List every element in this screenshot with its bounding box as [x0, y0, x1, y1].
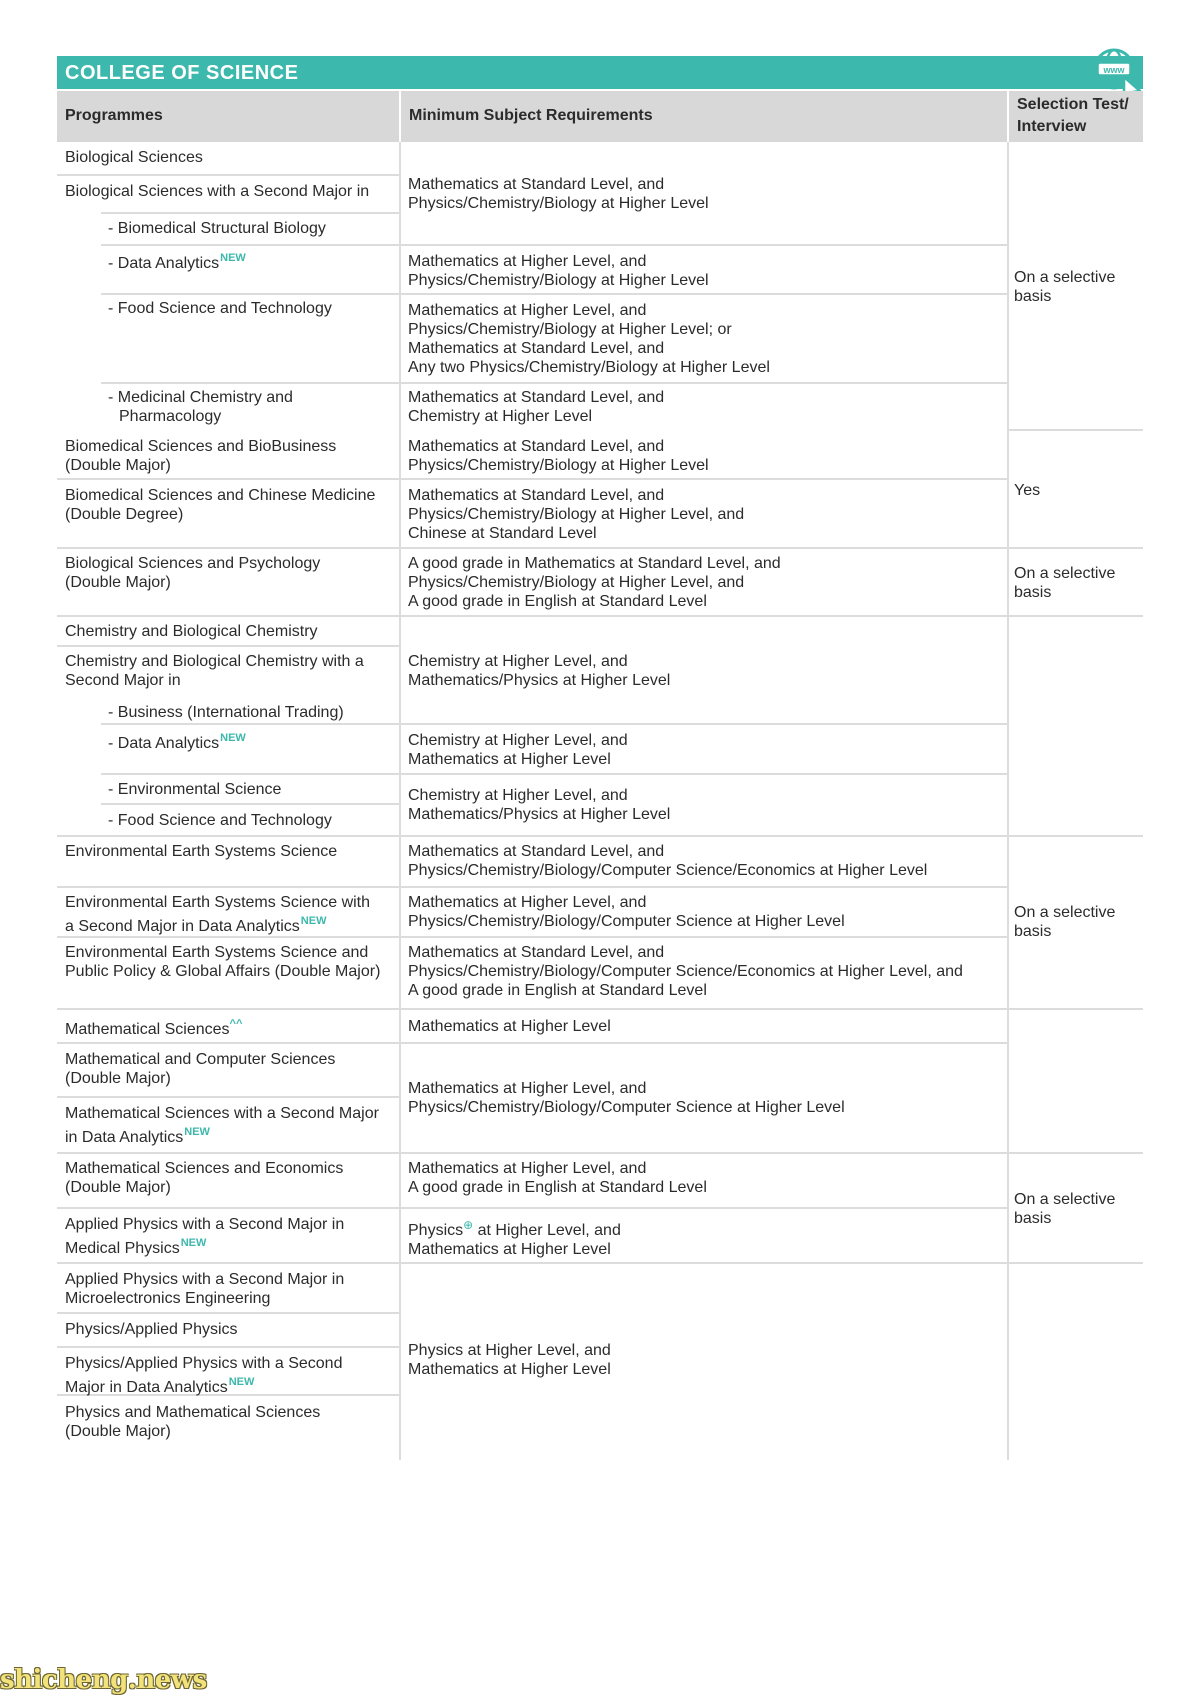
programme-name: - Business (International Trading) [108, 704, 344, 721]
programme-name: Physics/Applied Physics with a Second [65, 1355, 343, 1372]
programme-name-cont: (Double Major) [65, 1070, 171, 1087]
row-divider [57, 1152, 399, 1154]
requirement-cell [408, 1017, 611, 1036]
requirement-cell [408, 943, 963, 1000]
requirement-cell [408, 652, 670, 690]
programme-cell [65, 1215, 344, 1258]
requirement-line: Physics/Chemistry/Biology/Computer Science at Higher Level [408, 1099, 845, 1116]
selection-text: Yes [1014, 482, 1041, 499]
row-divider [401, 615, 1007, 617]
requirement-line: Physics/Chemistry/Biology at Higher Level; or [408, 321, 732, 338]
requirement-line: Chemistry at Higher Level, and [408, 653, 628, 670]
programme-cell [108, 703, 344, 722]
row-divider [1009, 547, 1143, 549]
programme-name: - Food Science and Technology [108, 300, 332, 317]
requirement-line: Physics/Chemistry/Biology/Computer Science/Economics at Higher Level, and [408, 963, 963, 980]
circled-plus-mark: ⊕ [463, 1218, 474, 1232]
requirement-line: Mathematics at Higher Level, and [408, 894, 647, 911]
row-divider [57, 936, 399, 938]
requirement-line: Mathematics at Higher Level [408, 751, 611, 768]
programme-cell [108, 299, 332, 318]
requirement-line: Physics/Chemistry/Biology at Higher Level [408, 195, 709, 212]
header-requirements [401, 91, 1007, 142]
row-divider [57, 886, 399, 888]
programme-cell [108, 811, 332, 830]
site-watermark: shicheng.news [0, 1665, 207, 1695]
header-selection-line2: Interview [1017, 118, 1087, 135]
programme-name: - Food Science and Technology [108, 812, 332, 829]
requirement-line: at Higher Level, and [473, 1222, 621, 1239]
requirement-cell [408, 893, 845, 931]
row-divider [57, 1312, 399, 1314]
programme-cell [65, 1320, 238, 1339]
row-divider [57, 615, 399, 617]
header-selection [1009, 91, 1143, 142]
row-divider [101, 773, 399, 775]
programme-cell [65, 893, 370, 936]
row-divider [1009, 835, 1143, 837]
requirement-cell [408, 1216, 621, 1259]
requirement-line: Mathematics at Standard Level, and [408, 843, 665, 860]
requirement-line: Physics/Chemistry/Biology at Higher Level, and [408, 574, 745, 591]
programme-cell [65, 1270, 344, 1308]
programme-cell [65, 943, 380, 981]
requirement-line: Any two Physics/Chemistry/Biology at Higher Level [408, 359, 770, 376]
selection-cell [1014, 903, 1115, 941]
requirement-line: Mathematics at Higher Level, and [408, 1160, 647, 1177]
row-divider [401, 1152, 1007, 1154]
programme-name: - Environmental Science [108, 781, 282, 798]
requirement-line: Mathematics at Higher Level [408, 1361, 611, 1378]
programme-name: Biomedical Sciences and Chinese Medicine [65, 487, 376, 504]
programme-name: Mathematical and Computer Sciences [65, 1051, 336, 1068]
row-divider [57, 1346, 399, 1348]
row-divider [101, 293, 399, 295]
new-badge: NEW [180, 1237, 207, 1249]
new-badge: NEW [228, 1376, 255, 1388]
header-programmes-label: Programmes [65, 107, 163, 124]
requirement-line: Mathematics/Physics at Higher Level [408, 806, 671, 823]
programme-cell [108, 249, 246, 273]
requirement-line: Chemistry at Higher Level [408, 408, 593, 425]
programme-cell [65, 554, 320, 592]
header-programmes [57, 91, 399, 142]
programme-name-cont: Microelectronics Engineering [65, 1290, 271, 1307]
selection-cell [1014, 564, 1115, 602]
requirement-cell [408, 786, 670, 824]
programme-cell [65, 1050, 335, 1088]
programme-cell [65, 486, 375, 524]
row-divider [401, 936, 1007, 938]
requirement-line: Physics/Chemistry/Biology/Computer Science/Economics at Higher Level [408, 862, 928, 879]
requirement-line: Chemistry at Higher Level, and [408, 787, 628, 804]
programme-name: Applied Physics with a Second Major in [65, 1271, 345, 1288]
requirement-line: Physics/Chemistry/Biology at Higher Level [408, 457, 709, 474]
requirement-cell [408, 486, 744, 543]
requirement-line: A good grade in English at Standard Level [408, 982, 707, 999]
row-divider [57, 1042, 399, 1044]
requirement-line: Mathematics at Higher Level, and [408, 253, 647, 270]
row-divider [401, 1262, 1007, 1264]
requirement-line: Physics/Chemistry/Biology/Computer Science at Higher Level [408, 913, 845, 930]
programme-name: - Biomedical Structural Biology [108, 220, 326, 237]
row-divider [1009, 429, 1143, 431]
programme-cell [108, 219, 326, 238]
programme-name-cont: (Double Major) [65, 1423, 171, 1440]
programme-name: - Data Analytics [108, 255, 220, 272]
programme-cell [65, 622, 318, 641]
requirement-line: Physics at Higher Level, and [408, 1342, 611, 1359]
double-caret-mark: ^^ [229, 1018, 243, 1030]
requirement-line: Mathematics at Higher Level, and [408, 1080, 647, 1097]
row-divider [1009, 615, 1143, 617]
programme-name: Chemistry and Biological Chemistry with a [65, 653, 364, 670]
row-divider [57, 835, 399, 837]
programme-name: - Data Analytics [108, 735, 220, 752]
requirement-line: Chinese at Standard Level [408, 525, 597, 542]
requirement-cell [408, 437, 709, 475]
programme-name: Mathematical Sciences [65, 1021, 230, 1038]
row-divider [101, 212, 399, 214]
row-divider [1009, 1262, 1143, 1264]
requirement-cell [408, 301, 770, 377]
programme-name: Physics/Applied Physics [65, 1321, 238, 1338]
selection-cell [1014, 268, 1115, 306]
selection-cell [1014, 481, 1040, 500]
requirement-cell [408, 252, 709, 290]
programme-name-cont: in Data Analytics [65, 1129, 184, 1146]
requirement-line: Chemistry at Higher Level, and [408, 732, 628, 749]
programme-name: Biomedical Sciences and BioBusiness [65, 438, 337, 455]
row-divider [57, 1207, 399, 1209]
requirement-cell [408, 1159, 707, 1197]
new-badge: NEW [220, 732, 246, 744]
requirement-line: Mathematics at Higher Level, and [408, 302, 647, 319]
requirement-line: Mathematics at Standard Level, and [408, 438, 665, 455]
programme-name: Mathematical Sciences and Economics [65, 1160, 344, 1177]
row-divider [401, 1207, 1007, 1209]
row-divider [101, 803, 399, 805]
requirement-cell [408, 842, 927, 880]
programme-cell [65, 1403, 320, 1441]
requirement-line: Mathematics at Standard Level, and [408, 487, 665, 504]
requirement-cell [408, 1079, 845, 1117]
row-divider [101, 723, 399, 725]
selection-cell [1014, 1190, 1115, 1228]
requirement-line: Mathematics at Higher Level [408, 1241, 611, 1258]
row-divider [401, 478, 1007, 480]
row-divider [401, 773, 1007, 775]
programme-cell [108, 388, 293, 426]
programme-cell [65, 182, 369, 201]
row-divider [401, 835, 1007, 837]
programme-name-cont: (Double Major) [65, 457, 171, 474]
programme-cell [65, 1159, 343, 1197]
selection-text: On a selective [1014, 904, 1116, 921]
programme-name: - Medicinal Chemistry and [108, 389, 293, 406]
programme-cell [108, 780, 281, 799]
programme-name-cont: Medical Physics [65, 1240, 180, 1257]
row-divider [401, 382, 1007, 384]
new-badge: NEW [184, 1126, 210, 1138]
requirement-cell [408, 554, 781, 611]
college-banner [57, 56, 1143, 89]
row-divider [57, 478, 399, 480]
requirement-line: Mathematics at Standard Level, and [408, 944, 665, 961]
selection-text: On a selective [1014, 1191, 1116, 1208]
row-divider [57, 174, 399, 176]
programme-cell [65, 842, 337, 861]
programme-cell [108, 729, 246, 753]
programme-cell [65, 437, 336, 475]
row-divider [401, 1042, 1007, 1044]
row-divider [401, 547, 1007, 549]
requirement-line: A good grade in English at Standard Level [408, 593, 707, 610]
selection-text: On a selective [1014, 269, 1116, 286]
requirement-line: Physics [408, 1222, 464, 1239]
row-divider [401, 293, 1007, 295]
programme-name: Physics and Mathematical Sciences [65, 1404, 321, 1421]
row-divider [1009, 1008, 1143, 1010]
row-divider [1009, 1152, 1143, 1154]
programme-name-cont: (Double Major) [65, 1179, 171, 1196]
programme-cell [65, 1015, 242, 1039]
programme-name-cont: Major in Data Analytics [65, 1379, 228, 1396]
row-divider [57, 1096, 399, 1098]
new-badge: NEW [300, 915, 327, 927]
row-divider [101, 382, 399, 384]
row-divider [57, 1262, 399, 1264]
programme-name-cont: a Second Major in Data Analytics [65, 918, 300, 935]
programme-name: Environmental Earth Systems Science [65, 843, 338, 860]
row-divider [57, 645, 399, 647]
programme-cell [65, 148, 203, 167]
programme-name: Biological Sciences [65, 149, 203, 166]
selection-text: basis [1014, 584, 1052, 601]
requirement-cell [408, 175, 709, 213]
header-selection-line1: Selection Test/ [1017, 96, 1129, 113]
row-divider [401, 244, 1007, 246]
row-divider [57, 1008, 399, 1010]
svg-text:www: www [1103, 65, 1125, 75]
programme-name-cont: Second Major in [65, 672, 181, 689]
programme-name: Mathematical Sciences with a Second Major [65, 1105, 379, 1122]
header-requirements-label: Minimum Subject Requirements [409, 107, 653, 124]
selection-text: basis [1014, 288, 1052, 305]
programme-name-cont: (Double Degree) [65, 506, 184, 523]
programme-name: Biological Sciences with a Second Major in [65, 183, 370, 200]
row-divider [57, 547, 399, 549]
selection-text: basis [1014, 923, 1052, 940]
programme-name: Chemistry and Biological Chemistry [65, 623, 318, 640]
selection-text: basis [1014, 1210, 1052, 1227]
programme-name: Biological Sciences and Psychology [65, 555, 321, 572]
programme-cell [65, 1104, 379, 1147]
programme-name: Applied Physics with a Second Major in [65, 1216, 345, 1233]
requirement-line: Mathematics at Standard Level, and [408, 340, 665, 357]
requirement-line: Physics/Chemistry/Biology at Higher Level [408, 272, 709, 289]
row-divider [101, 244, 399, 246]
page-title: COLLEGE OF SCIENCE [65, 62, 299, 84]
programme-cell [65, 1354, 342, 1397]
row-divider [401, 1008, 1007, 1010]
row-divider [401, 723, 1007, 725]
programme-name: Environmental Earth Systems Science with [65, 894, 371, 911]
programme-name-cont: (Double Major) [65, 574, 171, 591]
requirement-cell [408, 731, 628, 769]
requirement-line: Mathematics at Standard Level, and [408, 389, 665, 406]
new-badge: NEW [220, 252, 246, 264]
programme-name-cont: Public Policy & Global Affairs (Double Major) [65, 963, 381, 980]
requirement-line: Mathematics/Physics at Higher Level [408, 672, 671, 689]
programme-cell [65, 652, 364, 690]
requirement-line: Physics/Chemistry/Biology at Higher Level, and [408, 506, 745, 523]
programme-name: Environmental Earth Systems Science and [65, 944, 369, 961]
requirement-line: A good grade in Mathematics at Standard Level, and [408, 555, 781, 572]
requirement-line: A good grade in English at Standard Level [408, 1179, 707, 1196]
selection-text: On a selective [1014, 565, 1116, 582]
requirement-line: Mathematics at Standard Level, and [408, 176, 665, 193]
programme-name-cont: Pharmacology [119, 408, 222, 425]
row-divider [401, 886, 1007, 888]
requirement-cell [408, 388, 664, 426]
requirement-line: Mathematics at Higher Level [408, 1018, 611, 1035]
requirement-cell [408, 1341, 611, 1379]
